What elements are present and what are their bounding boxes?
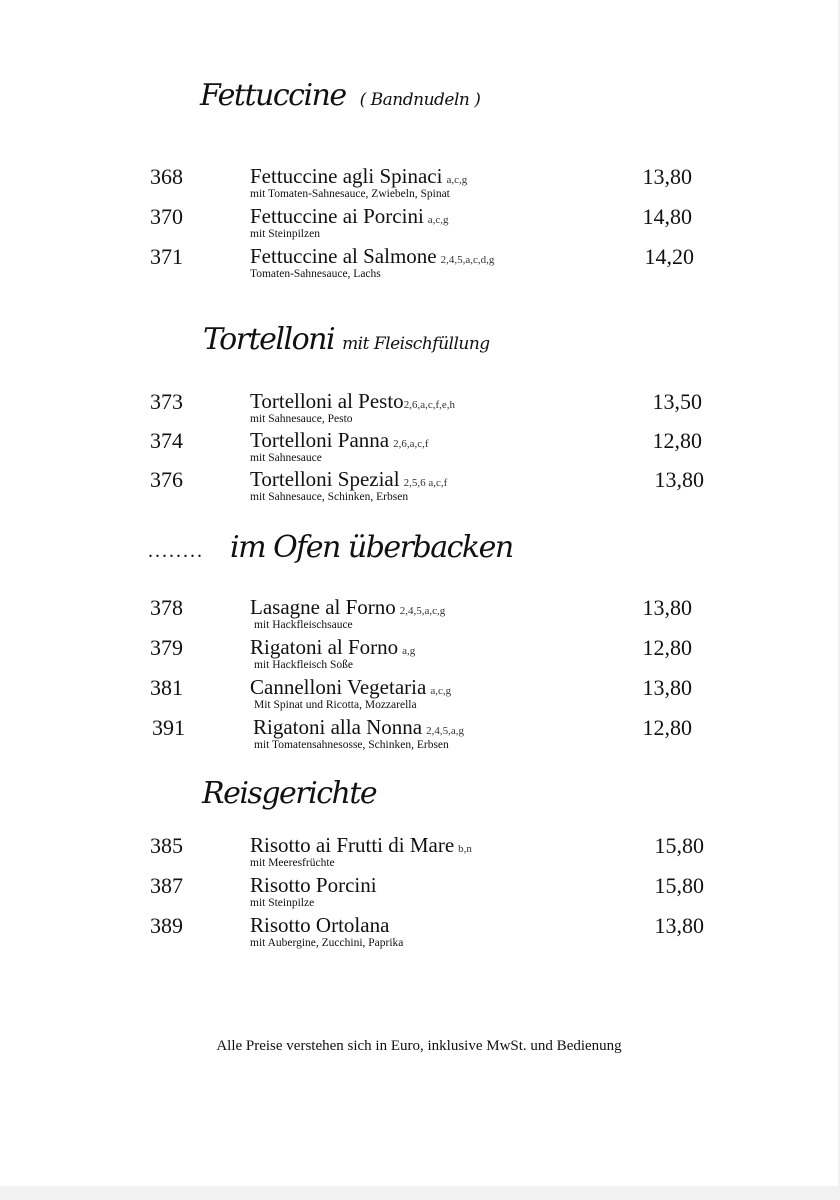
- section-heading-ofen: [148, 530, 513, 565]
- item-allergens: 2,6,a,c,f: [393, 438, 429, 450]
- item-description: mit Steinpilzen: [250, 228, 320, 240]
- item-price: 12,80: [642, 715, 692, 740]
- item-number: 378: [150, 595, 183, 620]
- item-description: mit Hackfleisch Soße: [254, 659, 354, 671]
- item-description: Mit Spinat und Ricotta, Mozzarella: [254, 699, 417, 711]
- item-number: 374: [150, 428, 183, 453]
- item-allergens: 2,4,5,a,c,g: [399, 605, 446, 617]
- item-allergens: 2,5,6 a,c,f: [403, 477, 448, 489]
- item-price: 14,80: [642, 204, 692, 229]
- item-number: 387: [150, 873, 183, 898]
- item-allergens: 2,6,a,c,f,e,h: [403, 399, 455, 411]
- item-description: mit Tomatensahnesosse, Schinken, Erbsen: [254, 739, 449, 751]
- menu-item: [0, 833, 838, 873]
- item-price: 14,20: [644, 244, 694, 269]
- item-name-row: [250, 244, 494, 269]
- item-name: Tortelloni Panna: [250, 428, 390, 452]
- item-price: 13,80: [642, 675, 692, 700]
- item-description: mit Hackfleischsauce: [254, 619, 353, 631]
- item-name: Tortelloni al Pesto: [250, 389, 404, 413]
- item-name: Lasagne al Forno: [250, 595, 396, 619]
- item-number: 373: [150, 389, 183, 414]
- item-number: 376: [150, 467, 183, 492]
- item-name-row: [250, 467, 447, 492]
- item-name-row: [250, 635, 415, 660]
- item-price: 15,80: [654, 873, 704, 898]
- item-allergens: a,c,g: [427, 214, 449, 226]
- item-price: 13,80: [654, 467, 704, 492]
- item-description: mit Sahnesauce: [250, 452, 322, 464]
- section-title: Fettuccine: [200, 78, 346, 113]
- item-description: mit Sahnesauce, Pesto: [250, 413, 353, 425]
- item-number: 371: [150, 244, 183, 269]
- section-heading-reisgerichte: [202, 776, 376, 811]
- item-name-row: [250, 164, 467, 189]
- section-title: im Ofen überbacken: [230, 530, 513, 565]
- section-title: Reisgerichte: [202, 776, 377, 811]
- item-description: mit Tomaten-Sahnesauce, Zwiebeln, Spinat: [250, 188, 450, 200]
- item-number: 381: [150, 675, 183, 700]
- item-price: 13,80: [642, 164, 692, 189]
- item-number: 385: [150, 833, 183, 858]
- item-name-row: [250, 833, 472, 858]
- menu-item: [0, 595, 838, 635]
- item-name: Risotto Porcini: [250, 873, 377, 897]
- item-name: Rigatoni al Forno: [250, 635, 399, 659]
- section-heading-tortelloni: [203, 322, 490, 357]
- menu-item: [0, 913, 838, 953]
- price-footnote: Alle Preise verstehen sich in Euro, inklusive MwSt. und Bedienung: [216, 1038, 622, 1054]
- item-price: 13,80: [654, 913, 704, 938]
- item-name-row: [250, 675, 451, 700]
- menu-item: [0, 204, 838, 244]
- item-name-row: [250, 913, 393, 938]
- item-name: Tortelloni Spezial: [250, 467, 400, 491]
- section-prefix-dots: ........: [148, 540, 204, 562]
- item-description: mit Meeresfrüchte: [250, 857, 335, 869]
- item-price: 15,80: [654, 833, 704, 858]
- section-heading-fettuccine: [200, 78, 480, 113]
- item-name: Fettuccine ai Porcini: [250, 204, 424, 228]
- item-number: 370: [150, 204, 183, 229]
- menu-item: [0, 467, 838, 507]
- item-description: mit Steinpilze: [250, 897, 315, 909]
- item-name: Rigatoni alla Nonna: [253, 715, 423, 739]
- item-price: 13,50: [652, 389, 702, 414]
- section-subtitle: ( Bandnudeln ): [359, 90, 481, 110]
- menu-item: [0, 675, 838, 715]
- item-description: mit Aubergine, Zucchini, Paprika: [250, 937, 404, 949]
- item-name: Risotto ai Frutti di Mare: [250, 833, 455, 857]
- item-description: Tomaten-Sahnesauce, Lachs: [250, 268, 381, 280]
- item-price: 13,80: [642, 595, 692, 620]
- menu-item: [0, 428, 838, 468]
- section-title: Tortelloni: [203, 322, 335, 357]
- item-name: Risotto Ortolana: [250, 913, 390, 937]
- item-allergens: a,c,g: [430, 685, 452, 697]
- item-name-row: [250, 873, 381, 898]
- item-number: 368: [150, 164, 183, 189]
- item-name-row: [250, 428, 429, 453]
- item-name: Cannelloni Vegetaria: [250, 675, 427, 699]
- item-price: 12,80: [642, 635, 692, 660]
- item-name: Fettuccine al Salmone: [250, 244, 437, 268]
- item-allergens: b,n: [458, 843, 472, 855]
- menu-item: [0, 164, 838, 204]
- item-description: mit Sahnesauce, Schinken, Erbsen: [250, 491, 409, 503]
- item-name-row: [250, 389, 455, 414]
- item-allergens: a,g: [402, 645, 416, 657]
- menu-item: [0, 244, 838, 284]
- item-name-row: [250, 204, 449, 229]
- item-number: 389: [150, 913, 183, 938]
- item-name: Fettuccine agli Spinaci: [250, 164, 443, 188]
- section-subtitle: mit Fleischfüllung: [342, 334, 490, 354]
- item-allergens: 2,4,5,a,c,d,g: [440, 254, 495, 266]
- menu-item: [0, 389, 838, 429]
- item-number: 391: [152, 715, 185, 740]
- menu-item: [0, 715, 838, 755]
- item-name-row: [250, 595, 445, 620]
- item-allergens: 2,4,5,a,g: [426, 725, 465, 737]
- item-name-row: [253, 715, 464, 740]
- item-price: 12,80: [652, 428, 702, 453]
- item-allergens: a,c,g: [446, 174, 468, 186]
- menu-item: [0, 873, 838, 913]
- item-number: 379: [150, 635, 183, 660]
- menu-item: [0, 635, 838, 675]
